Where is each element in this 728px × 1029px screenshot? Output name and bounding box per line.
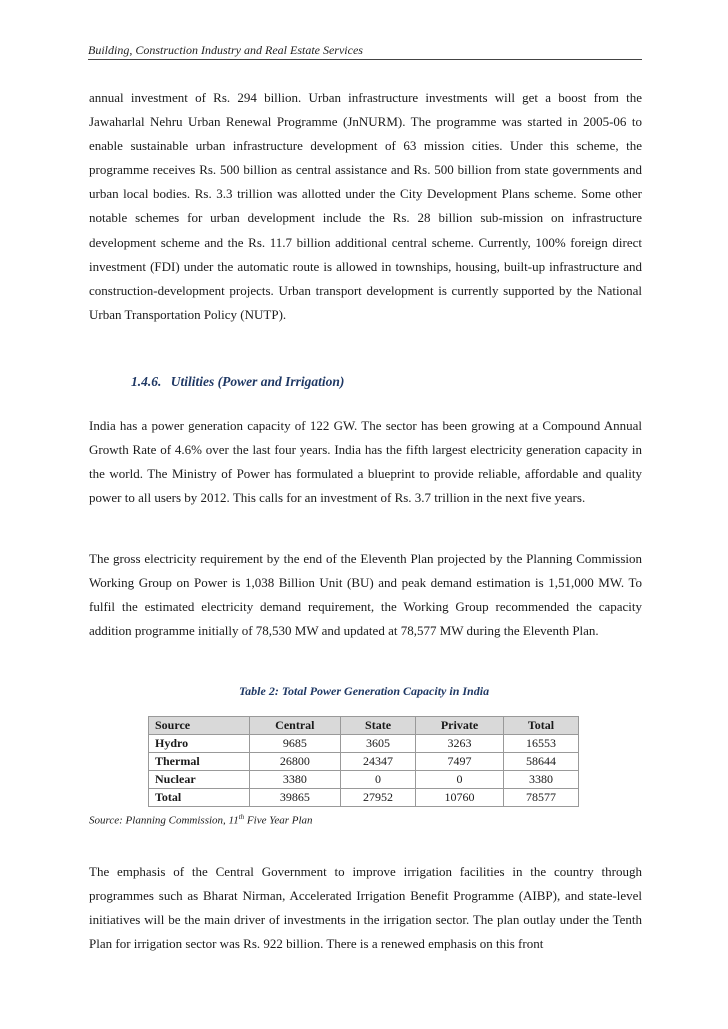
header-source: Source	[149, 717, 250, 735]
cell: 58644	[503, 753, 578, 771]
cell: Total	[149, 789, 250, 807]
table-caption: Table 2: Total Power Generation Capacity in India	[238, 684, 490, 698]
cell: 3605	[341, 735, 416, 753]
table-row	[149, 753, 579, 771]
section-heading	[131, 374, 350, 390]
cell: 3263	[416, 735, 504, 753]
cell: 9685	[249, 735, 340, 753]
power-capacity-table	[148, 716, 579, 807]
table-row	[149, 735, 579, 753]
header-central: Central	[249, 717, 340, 735]
cell: 7497	[416, 753, 504, 771]
cell: 3380	[503, 771, 578, 789]
cell: 0	[416, 771, 504, 789]
paragraph-urban-infrastructure: annual investment of Rs. 294 billion. Urban infrastructure investments will get a boost from the Jawaharlal Nehru Urban Renewal Programme (JnNURM). The programme was started in 2005-06 to enable sustainable urban infrastructure development of 63 mission cities. Under this scheme, the programme receives Rs. 500 billion as central assistance and Rs. 500 billion from state governments and urban local bodies. Rs. 3.3 trillion was allotted under the City Development Plans scheme. Some other notable schemes for urban development include the Rs. 28 billion sub-mission on infrastructure development scheme and the Rs. 11.7 billion additional central scheme. Currently, 100% foreign direct investment (FDI) under the automatic route is allowed in townships, housing, built-up infrastructure and construction-development projects. Urban transport development is currently supported by the National Urban Transportation Policy (NUTP).	[89, 90, 642, 322]
section-title: Utilities (Power and Irrigation)	[170, 374, 345, 389]
cell: 0	[341, 771, 416, 789]
table-row	[149, 771, 579, 789]
page-header: Building, Construction Industry and Real Estate Services	[88, 42, 642, 60]
cell: 3380	[249, 771, 340, 789]
paragraph-power-capacity: India has a power generation capacity of 122 GW. The sector has been growing at a Compound Annual Growth Rate of 4.6% over the last four years. India has the fifth largest electricity generation capacity in the world. The Ministry of Power has formulated a blueprint to provide reliable, affordable and quality power to all users by 2012. This calls for an investment of Rs. 3.7 trillion in the next five years.	[89, 418, 642, 506]
cell: Hydro	[149, 735, 250, 753]
cell: Nuclear	[149, 771, 250, 789]
table-source-note	[89, 809, 389, 829]
source-prefix: Source: Planning Commission, 11	[89, 814, 239, 827]
cell: 26800	[249, 753, 340, 771]
cell: Thermal	[149, 753, 250, 771]
cell: 27952	[341, 789, 416, 807]
source-suffix: Five Year Plan	[244, 814, 313, 827]
cell: 24347	[341, 753, 416, 771]
header-state: State	[341, 717, 416, 735]
header-private: Private	[416, 717, 504, 735]
section-number: 1.4.6.	[131, 374, 162, 389]
paragraph-electricity-requirement: The gross electricity requirement by the end of the Eleventh Plan projected by the Planning Commission Working Group on Power is 1,038 Billion Unit (BU) and peak demand estimation is 1,51,000 MW. To fulfil the estimated electricity demand requirement, the Working Group recommended the capacity addition programme initially of 78,530 MW and updated at 78,577 MW during the Eleventh Plan.	[89, 551, 642, 639]
table-header-row	[149, 717, 579, 735]
cell: 78577	[503, 789, 578, 807]
paragraph-irrigation: The emphasis of the Central Government to improve irrigation facilities in the country through programmes such as Bharat Nirman, Accelerated Irrigation Benefit Programme (AIBP), and state-level initiatives will be the main driver of investments in the irrigation sector. The plan outlay under the Tenth Plan for irrigation sector was Rs. 922 billion. There is a renewed emphasis on this front	[89, 864, 642, 952]
source-superscript: th	[238, 813, 245, 821]
cell: 39865	[249, 789, 340, 807]
cell: 16553	[503, 735, 578, 753]
header-total: Total	[503, 717, 578, 735]
table-row	[149, 789, 579, 807]
cell: 10760	[416, 789, 504, 807]
